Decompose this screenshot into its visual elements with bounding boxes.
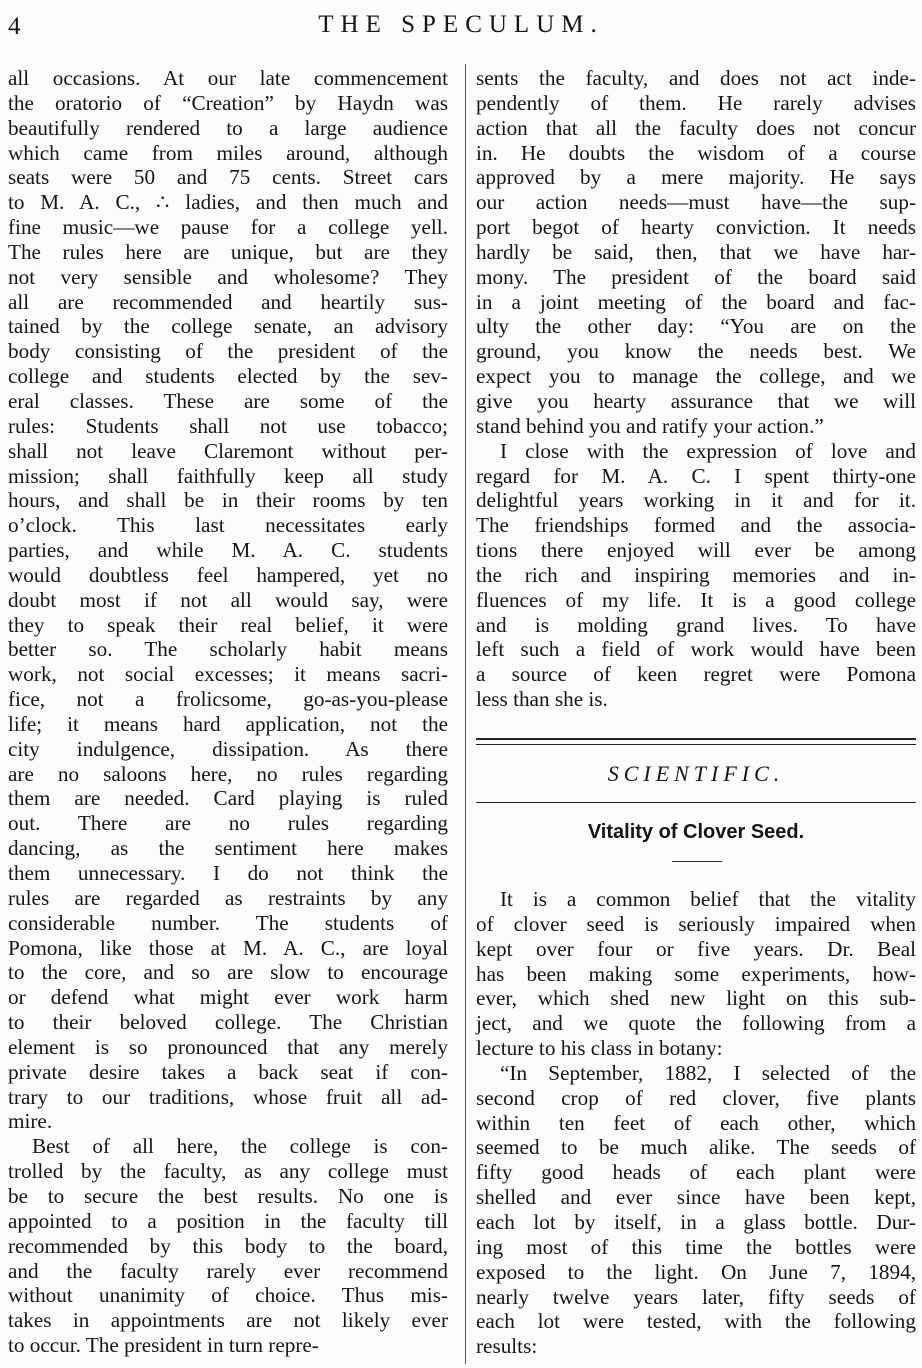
text-line: not very sensible and wholesome? They [8, 264, 448, 289]
text-line: eral classes. These are some of the [8, 388, 448, 413]
text-line: o’clock. This last necessitates early [8, 513, 448, 538]
text-line: seats were 50 and 75 cents. Street cars [8, 165, 448, 190]
text-line: are no saloons here, no rules regarding [8, 761, 448, 786]
text-line: regard for M. A. C. I spent thirty-one [476, 463, 916, 488]
text-line: recommended by this body to the board, [8, 1233, 448, 1258]
text-line: shall not leave Claremont without per- [8, 438, 448, 463]
text-line: fice, not a frolicsome, go-as-you-please [8, 687, 448, 712]
text-line: ulty the other day: “You are on the [476, 314, 916, 339]
title-underline [672, 861, 722, 862]
text-line: each lot were tested, with the following [476, 1309, 916, 1334]
text-line: ject, and we quote the following from a [476, 1011, 916, 1036]
article-title: Vitality of Clover Seed. [587, 821, 805, 843]
section-heading: SCIENTIFIC. [607, 761, 785, 786]
text-line: a source of keen regret were Pomona [476, 662, 916, 687]
text-line: shelled and ever since have been kept, [476, 1185, 916, 1210]
text-line: within ten feet of each other, which [476, 1110, 916, 1135]
text-line: second crop of red clover, five plants [476, 1085, 916, 1110]
text-line: mony. The president of the board said [476, 264, 916, 289]
text-line: parties, and while M. A. C. students [8, 538, 448, 563]
text-line: body consisting of the president of the [8, 339, 448, 364]
text-line: “In September, 1882, I selected of the [500, 1060, 916, 1085]
text-line: all are recommended and heartily sus- [8, 289, 448, 314]
page-header [0, 0, 922, 58]
text-line: or defend what might ever work harm [8, 985, 448, 1010]
text-line: them are needed. Card playing is ruled [8, 786, 448, 811]
text-line: better so. The scholarly habit means [8, 637, 448, 662]
text-line: the rich and inspiring memories and in- [476, 562, 916, 587]
text-line: less than she is. [476, 687, 608, 712]
text-line: be to secure the best results. No one is [8, 1183, 448, 1208]
text-line: hours, and shall be in their rooms by ten [8, 488, 448, 513]
text-line: the oratorio of “Creation” by Haydn was [8, 90, 448, 115]
journal-title: THE SPECULUM. [318, 11, 604, 38]
text-line: city indulgence, dissipation. As there [8, 736, 448, 761]
left-column [8, 66, 448, 1358]
text-line: private desire takes a back seat if con- [8, 1059, 448, 1084]
text-line: I close with the expression of love and [500, 438, 916, 463]
article-body [476, 887, 916, 1359]
text-line: mire. [8, 1109, 53, 1134]
text-line: ground, you know the needs best. We [476, 339, 916, 364]
text-line: tions there enjoyed will ever be among [476, 538, 916, 563]
text-line: beautifully rendered to a large audience [8, 115, 448, 140]
text-line: considerable number. The students of [8, 910, 448, 935]
text-line: tained by the college senate, an advisory [8, 314, 448, 339]
text-line: exposed to the light. On June 7, 1894, [476, 1259, 916, 1284]
text-line: It is a common belief that the vitality [500, 887, 916, 911]
text-line: stand behind you and ratify your action.” [476, 413, 824, 438]
text-line: nearly twelve years later, fifty seeds of [476, 1284, 916, 1309]
right-column-continuation [476, 66, 916, 712]
text-line: trolled by the faculty, as any college must [8, 1159, 448, 1184]
text-line: left such a field of work would have been [476, 637, 916, 662]
text-line: without unanimity of choice. Thus mis- [8, 1283, 448, 1308]
page-number: 4 [8, 13, 21, 40]
text-line: results: [476, 1334, 538, 1359]
text-line: to the core, and so are slow to encourage [8, 960, 448, 985]
section-divider [476, 738, 916, 745]
text-line: fine music—we pause for a college yell. [8, 215, 448, 240]
text-line: in a joint meeting of the board and fac- [476, 289, 916, 314]
text-line: which came from miles around, although [8, 140, 448, 165]
text-line: they to speak their real belief, it were [8, 612, 448, 637]
text-line: The rules here are unique, but are they [8, 239, 448, 264]
text-line: and is molding grand lives. To have [476, 612, 916, 637]
text-line: to M. A. C., ∴ ladies, and then much and [8, 190, 448, 215]
text-line: delightful years working in it and for it. [476, 488, 916, 513]
text-line: give you hearty assurance that we will [476, 388, 916, 413]
text-line: The friendships formed and the associa- [476, 513, 916, 538]
text-line: has been making some experiments, how- [476, 961, 916, 986]
text-line: appointed to a position in the faculty till [8, 1208, 448, 1233]
text-line: in. He doubts the wisdom of a course [476, 140, 916, 165]
text-line: our action needs—must have—the sup- [476, 190, 916, 215]
text-line: and the faculty rarely ever recommend [8, 1258, 448, 1283]
text-line: kept over four or five years. Dr. Beal [476, 936, 916, 961]
text-line: approved by a mere majority. He says [476, 165, 916, 190]
text-line: lecture to his class in botany: [476, 1036, 723, 1061]
text-line: to occur. The president in turn repre- [8, 1333, 319, 1358]
text-line: trary to our traditions, whose fruit all ad- [8, 1084, 448, 1109]
text-line: rules: Students shall not use tobacco; [8, 413, 448, 438]
text-line: to their beloved college. The Christian [8, 1010, 448, 1035]
text-line: hardly be said, then, that we have har- [476, 239, 916, 264]
text-line: work, not social excesses; it means sacri- [8, 662, 448, 687]
heading-divider [476, 802, 916, 803]
text-line: fluences of my life. It is a good college [476, 587, 916, 612]
text-line: ever, which shed new light on this sub- [476, 986, 916, 1011]
text-line: doubt most if not all would say, were [8, 587, 448, 612]
text-line: each lot by itself, in a glass bottle. Dur- [476, 1209, 916, 1234]
text-line: sents the faculty, and does not act inde- [476, 66, 916, 90]
text-line: them unnecessary. I do not think the [8, 861, 448, 885]
text-line: life; it means hard application, not the [8, 711, 448, 736]
text-line: Best of all here, the college is con- [32, 1134, 448, 1159]
column-divider [465, 64, 466, 1364]
text-line: would doubtless feel hampered, yet no [8, 562, 448, 587]
text-line: Pomona, like those at M. A. C., are loyal [8, 935, 448, 960]
text-line: rules are regarded as restraints by any [8, 885, 448, 910]
text-line: takes in appointments are not likely ever [8, 1308, 448, 1333]
text-line: expect you to manage the college, and we [476, 364, 916, 389]
text-line: fifty good heads of each plant were [476, 1160, 916, 1185]
text-line: pendently of them. He rarely advises [476, 90, 916, 115]
text-line: all occasions. At our late commencement [8, 66, 448, 90]
text-line: mission; shall faithfully keep all study [8, 463, 448, 488]
text-line: ing most of this time the bottles were [476, 1234, 916, 1259]
text-line: college and students elected by the sev- [8, 364, 448, 389]
text-line: element is so pronounced that any merely [8, 1034, 448, 1059]
text-line: dancing, as the sentiment here makes [8, 836, 448, 861]
text-line: action that all the faculty does not concur [476, 115, 916, 140]
text-line: seemed to be much alike. The seeds of [476, 1135, 916, 1160]
text-line: port begot of hearty conviction. It needs [476, 215, 916, 240]
text-line: of clover seed is seriously impaired when [476, 911, 916, 936]
text-line: out. There are no rules regarding [8, 811, 448, 836]
